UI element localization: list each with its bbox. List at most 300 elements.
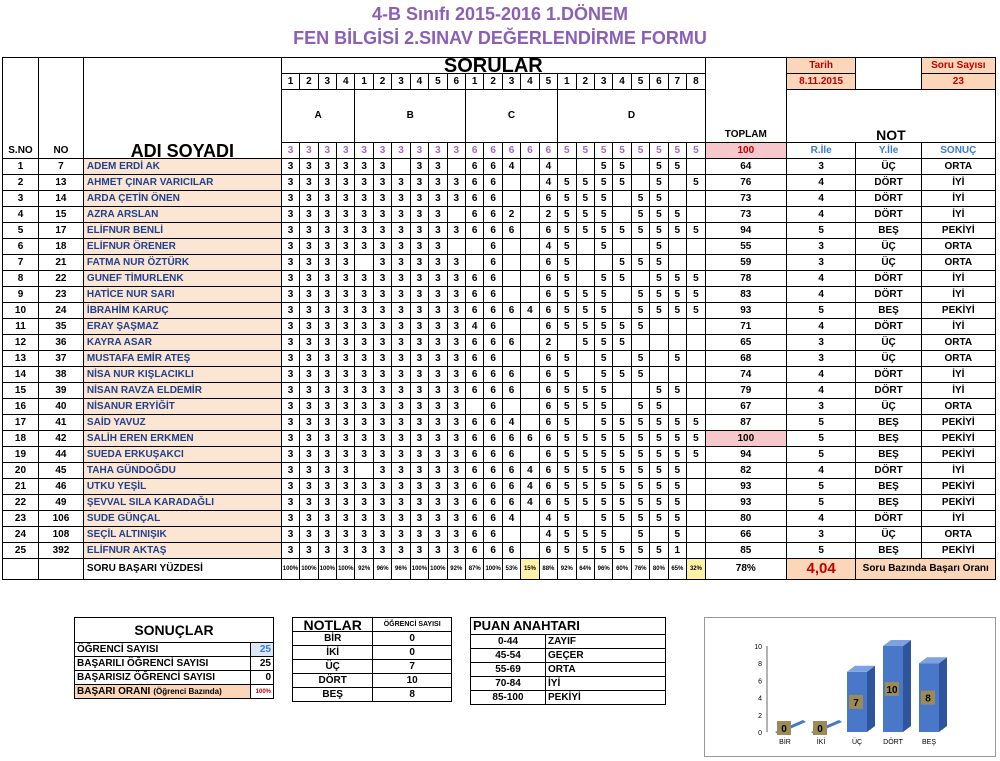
table-row: [3, 543, 996, 559]
student-name: KAYRA ASAR: [83, 335, 281, 351]
score-cell: 3: [281, 431, 299, 447]
score-cell: 3: [337, 239, 355, 255]
score-cell: 5: [613, 175, 631, 191]
question-number: 2: [484, 74, 502, 90]
student-name: NİSANUR ERYİĞİT: [83, 399, 281, 415]
score-cell: 5: [613, 479, 631, 495]
score-cell: 6: [539, 287, 557, 303]
score-cell: 5: [631, 495, 649, 511]
score-cell: 3: [300, 463, 318, 479]
score-cell: 5: [558, 383, 576, 399]
student-result: İYİ: [921, 207, 995, 223]
student-total: 76: [705, 175, 786, 191]
score-cell: 3: [318, 239, 336, 255]
score-cell: 6: [465, 495, 483, 511]
score-cell: 3: [300, 527, 318, 543]
score-cell: 3: [300, 335, 318, 351]
score-cell: 5: [631, 511, 649, 527]
blank-cell: [38, 559, 83, 580]
score-cell: 3: [318, 255, 336, 271]
student-sno: 4: [3, 207, 39, 223]
score-cell: 4: [539, 175, 557, 191]
question-number: 4: [613, 74, 631, 90]
blank-cell: [856, 58, 921, 74]
score-cell: 3: [300, 431, 318, 447]
score-cell: 6: [484, 271, 502, 287]
score-cell: 6: [502, 383, 520, 399]
student-total: 65: [705, 335, 786, 351]
score-cell: 3: [410, 351, 428, 367]
table-row: [3, 335, 996, 351]
student-r: 5: [786, 447, 856, 463]
score-cell: 3: [410, 287, 428, 303]
score-cell: [521, 175, 539, 191]
score-cell: [687, 463, 706, 479]
question-success-pct: 64%: [576, 559, 594, 580]
score-cell: 3: [447, 175, 465, 191]
score-cell: 5: [558, 271, 576, 287]
score-cell: 3: [337, 303, 355, 319]
score-cell: 3: [373, 351, 391, 367]
question-points: 3: [300, 143, 318, 159]
blank-cell: [3, 559, 39, 580]
score-cell: 3: [373, 175, 391, 191]
score-cell: 3: [429, 447, 447, 463]
student-total: 79: [705, 383, 786, 399]
student-name: NİSA NUR KIŞLACIKLI: [83, 367, 281, 383]
question-number: 5: [429, 74, 447, 90]
score-cell: 6: [465, 351, 483, 367]
score-cell: [576, 239, 594, 255]
score-cell: 3: [337, 255, 355, 271]
score-cell: 3: [337, 479, 355, 495]
student-r: 5: [786, 543, 856, 559]
score-label: İYİ: [546, 677, 666, 691]
question-number: 7: [668, 74, 686, 90]
score-cell: 3: [281, 479, 299, 495]
score-cell: 5: [650, 463, 668, 479]
score-cell: 3: [373, 159, 391, 175]
x-tick-label: BİR: [779, 739, 791, 746]
score-cell: 3: [281, 239, 299, 255]
score-cell: 5: [668, 511, 686, 527]
student-name: UTKU YEŞİL: [83, 479, 281, 495]
date-value: 8.11.2015: [786, 74, 856, 90]
score-cell: 3: [447, 223, 465, 239]
score-cell: [668, 191, 686, 207]
score-cell: 6: [484, 303, 502, 319]
student-y: BEŞ: [856, 495, 921, 511]
score-cell: 5: [576, 463, 594, 479]
score-cell: 3: [281, 319, 299, 335]
score-cell: 5: [576, 399, 594, 415]
student-no: 392: [38, 543, 83, 559]
score-cell: 5: [687, 287, 706, 303]
score-cell: 3: [429, 367, 447, 383]
result-label: BAŞARISIZ ÖĞRENCİ SAYISI: [75, 671, 251, 685]
score-cell: 5: [631, 463, 649, 479]
score-cell: [521, 239, 539, 255]
table-row: [3, 511, 996, 527]
grades-sub: ÖĞRENCİ SAYISI: [373, 618, 452, 632]
score-cell: 5: [558, 303, 576, 319]
score-cell: 5: [631, 303, 649, 319]
score-cell: 3: [447, 479, 465, 495]
score-cell: 3: [410, 191, 428, 207]
student-sno: 6: [3, 239, 39, 255]
score-cell: 6: [539, 351, 557, 367]
score-cell: 3: [373, 511, 391, 527]
score-cell: 3: [318, 495, 336, 511]
score-cell: [687, 495, 706, 511]
not-header: NOT: [786, 90, 995, 143]
score-cell: [668, 335, 686, 351]
score-cell: 3: [355, 335, 373, 351]
score-cell: 6: [484, 159, 502, 175]
table-row: [3, 431, 996, 447]
score-cell: [521, 255, 539, 271]
student-result: İYİ: [921, 511, 995, 527]
student-name: ELİFNUR BENLİ: [83, 223, 281, 239]
score-cell: 2: [502, 207, 520, 223]
score-cell: 3: [410, 463, 428, 479]
score-cell: 6: [484, 335, 502, 351]
score-cell: 3: [373, 335, 391, 351]
score-cell: 3: [337, 287, 355, 303]
score-cell: 4: [521, 479, 539, 495]
question-success-pct: 76%: [631, 559, 649, 580]
score-cell: 3: [300, 319, 318, 335]
score-cell: 6: [465, 223, 483, 239]
student-no: 15: [38, 207, 83, 223]
score-cell: 6: [465, 287, 483, 303]
student-y: ÜÇ: [856, 399, 921, 415]
student-no: 108: [38, 527, 83, 543]
score-cell: 3: [318, 207, 336, 223]
r-header: R.İle: [786, 143, 856, 159]
y-tick-label: 8: [758, 661, 762, 669]
student-name: MUSTAFA EMİR ATEŞ: [83, 351, 281, 367]
score-cell: 3: [337, 367, 355, 383]
student-r: 5: [786, 415, 856, 431]
score-cell: 6: [484, 207, 502, 223]
student-no: 36: [38, 335, 83, 351]
question-success-pct: 96%: [373, 559, 391, 580]
student-name: FATMA NUR ÖZTÜRK: [83, 255, 281, 271]
score-cell: 6: [502, 367, 520, 383]
score-cell: 3: [392, 431, 410, 447]
score-cell: 3: [410, 207, 428, 223]
score-cell: 6: [521, 431, 539, 447]
score-cell: [631, 335, 649, 351]
score-cell: 5: [668, 431, 686, 447]
list-item: [471, 691, 666, 705]
score-cell: 5: [668, 495, 686, 511]
student-total: 71: [705, 319, 786, 335]
score-cell: 3: [318, 399, 336, 415]
table-row: [3, 287, 996, 303]
score-cell: 3: [373, 527, 391, 543]
score-cell: 5: [687, 303, 706, 319]
score-cell: 3: [300, 399, 318, 415]
score-cell: [687, 543, 706, 559]
score-cell: 4: [502, 159, 520, 175]
list-item: [293, 632, 452, 646]
score-cell: 5: [558, 319, 576, 335]
student-y: DÖRT: [856, 287, 921, 303]
score-cell: 3: [281, 207, 299, 223]
score-cell: [650, 335, 668, 351]
score-cell: 3: [392, 303, 410, 319]
score-cell: 3: [355, 479, 373, 495]
form-subtitle: FEN BİLGİSİ 2.SINAV DEĞERLENDİRME FORMU: [293, 28, 707, 48]
student-no: 7: [38, 159, 83, 175]
score-cell: 5: [558, 255, 576, 271]
group-label: A: [281, 90, 355, 143]
score-cell: 3: [410, 335, 428, 351]
score-cell: 5: [558, 431, 576, 447]
score-cell: [594, 255, 612, 271]
score-cell: [521, 335, 539, 351]
score-cell: 6: [484, 447, 502, 463]
student-r: 3: [786, 351, 856, 367]
student-no: 106: [38, 511, 83, 527]
score-cell: 3: [281, 191, 299, 207]
score-cell: [521, 447, 539, 463]
score-cell: [521, 399, 539, 415]
score-cell: 3: [300, 207, 318, 223]
score-cell: 3: [392, 479, 410, 495]
student-r: 4: [786, 271, 856, 287]
score-cell: [355, 255, 373, 271]
score-cell: 3: [300, 367, 318, 383]
table-row: [3, 271, 996, 287]
student-r: 5: [786, 479, 856, 495]
score-cell: 6: [484, 239, 502, 255]
student-r: 5: [786, 223, 856, 239]
question-success-pct: 53%: [502, 559, 520, 580]
student-name: SALİH EREN ERKMEN: [83, 431, 281, 447]
score-cell: 3: [300, 191, 318, 207]
y-tick-label: 4: [758, 695, 762, 703]
score-cell: 5: [558, 399, 576, 415]
question-success-pct: 88%: [539, 559, 557, 580]
score-cell: 3: [318, 543, 336, 559]
score-cell: [613, 239, 631, 255]
score-cell: 3: [429, 399, 447, 415]
score-cell: [687, 367, 706, 383]
table-row: [3, 479, 996, 495]
student-y: DÖRT: [856, 191, 921, 207]
score-cell: 5: [650, 447, 668, 463]
score-cell: 3: [281, 415, 299, 431]
score-cell: [650, 527, 668, 543]
score-cell: [521, 207, 539, 223]
score-cell: 5: [631, 447, 649, 463]
score-cell: 4: [465, 319, 483, 335]
score-cell: 5: [558, 239, 576, 255]
student-sno: 20: [3, 463, 39, 479]
score-cell: 6: [465, 191, 483, 207]
score-cell: 5: [558, 495, 576, 511]
question-success-pct: 80%: [650, 559, 668, 580]
question-number: 4: [410, 74, 428, 90]
score-cell: 3: [300, 495, 318, 511]
student-total: 59: [705, 255, 786, 271]
score-cell: 6: [539, 255, 557, 271]
score-cell: 5: [576, 287, 594, 303]
score-cell: 3: [355, 415, 373, 431]
score-cell: 3: [318, 159, 336, 175]
score-cell: 3: [355, 383, 373, 399]
score-cell: 3: [410, 511, 428, 527]
score-cell: 3: [281, 175, 299, 191]
student-result: PEKİYİ: [921, 415, 995, 431]
score-cell: [687, 479, 706, 495]
score-cell: [502, 271, 520, 287]
score-cell: 3: [337, 495, 355, 511]
score-cell: 5: [594, 191, 612, 207]
score-cell: 3: [410, 159, 428, 175]
score-cell: [576, 367, 594, 383]
success-note: Soru Bazında Başarı Oranı: [856, 559, 996, 580]
grade-chart: [704, 617, 996, 757]
student-y: DÖRT: [856, 367, 921, 383]
score-cell: 5: [631, 399, 649, 415]
score-cell: 3: [281, 447, 299, 463]
score-cell: [521, 415, 539, 431]
score-cell: 6: [539, 447, 557, 463]
student-y: BEŞ: [856, 431, 921, 447]
student-name: GUNEF TİMURLENK: [83, 271, 281, 287]
score-cell: 5: [558, 207, 576, 223]
student-no: 39: [38, 383, 83, 399]
score-cell: 3: [281, 527, 299, 543]
score-cell: 3: [355, 367, 373, 383]
student-y: DÖRT: [856, 271, 921, 287]
student-total: 93: [705, 479, 786, 495]
score-cell: 3: [281, 543, 299, 559]
score-cell: 3: [429, 191, 447, 207]
student-sno: 16: [3, 399, 39, 415]
score-label: PEKİYİ: [546, 691, 666, 705]
y-tick-label: 0: [758, 730, 762, 737]
student-name: SUEDA ERKUŞAKCI: [83, 447, 281, 463]
score-cell: 3: [429, 255, 447, 271]
list-item: [75, 643, 274, 657]
student-r: 4: [786, 191, 856, 207]
score-cell: 5: [558, 447, 576, 463]
score-cell: 2: [539, 207, 557, 223]
score-cell: [668, 175, 686, 191]
score-cell: 3: [373, 255, 391, 271]
score-cell: 6: [484, 223, 502, 239]
table-row: [3, 399, 996, 415]
score-cell: 5: [613, 255, 631, 271]
score-cell: [447, 239, 465, 255]
student-result: PEKİYİ: [921, 303, 995, 319]
score-cell: 3: [373, 239, 391, 255]
score-cell: 5: [558, 191, 576, 207]
score-cell: 3: [318, 527, 336, 543]
bar-side: [903, 640, 911, 732]
score-cell: 3: [337, 223, 355, 239]
score-cell: 5: [668, 447, 686, 463]
score-cell: 3: [281, 255, 299, 271]
score-cell: 3: [318, 335, 336, 351]
student-result: ORTA: [921, 351, 995, 367]
score-cell: 5: [613, 319, 631, 335]
score-cell: 3: [410, 175, 428, 191]
score-cell: 6: [484, 415, 502, 431]
score-cell: 3: [447, 431, 465, 447]
student-no: 44: [38, 447, 83, 463]
score-cell: 5: [613, 367, 631, 383]
score-cell: 4: [539, 159, 557, 175]
score-cell: 3: [447, 495, 465, 511]
score-cell: 6: [539, 543, 557, 559]
score-cell: 3: [392, 543, 410, 559]
data-label: 7: [853, 697, 859, 709]
score-cell: [521, 271, 539, 287]
table-row: [3, 463, 996, 479]
student-result: İYİ: [921, 367, 995, 383]
score-cell: 5: [576, 431, 594, 447]
student-no: 22: [38, 271, 83, 287]
student-r: 4: [786, 511, 856, 527]
score-cell: 3: [410, 415, 428, 431]
success-label: SORU BAŞARI YÜZDESİ: [83, 559, 281, 580]
score-cell: 5: [613, 463, 631, 479]
score-cell: 5: [576, 527, 594, 543]
question-number: 4: [337, 74, 355, 90]
score-cell: 3: [337, 207, 355, 223]
grade-table: [2, 57, 996, 580]
success-rate-label: [75, 685, 251, 699]
score-cell: 3: [429, 319, 447, 335]
score-cell: 5: [558, 367, 576, 383]
student-no: 14: [38, 191, 83, 207]
score-cell: 5: [613, 415, 631, 431]
student-total: 73: [705, 191, 786, 207]
student-total: 78: [705, 271, 786, 287]
score-cell: [631, 383, 649, 399]
score-cell: [613, 287, 631, 303]
score-cell: 5: [558, 175, 576, 191]
score-cell: [613, 207, 631, 223]
score-cell: 3: [373, 543, 391, 559]
score-cell: 5: [631, 319, 649, 335]
student-total: 66: [705, 527, 786, 543]
question-number: 1: [355, 74, 373, 90]
question-success-pct: 96%: [392, 559, 410, 580]
score-cell: [576, 255, 594, 271]
score-cell: 4: [539, 527, 557, 543]
score-cell: 5: [558, 463, 576, 479]
score-cell: 5: [594, 543, 612, 559]
student-y: ÜÇ: [856, 159, 921, 175]
score-cell: 6: [484, 175, 502, 191]
score-cell: 5: [558, 351, 576, 367]
student-total: 87: [705, 415, 786, 431]
student-r: 3: [786, 527, 856, 543]
question-points: 5: [650, 143, 668, 159]
student-sno: 7: [3, 255, 39, 271]
student-r: 4: [786, 383, 856, 399]
score-cell: 5: [650, 159, 668, 175]
score-cell: 5: [594, 431, 612, 447]
student-result: PEKİYİ: [921, 431, 995, 447]
